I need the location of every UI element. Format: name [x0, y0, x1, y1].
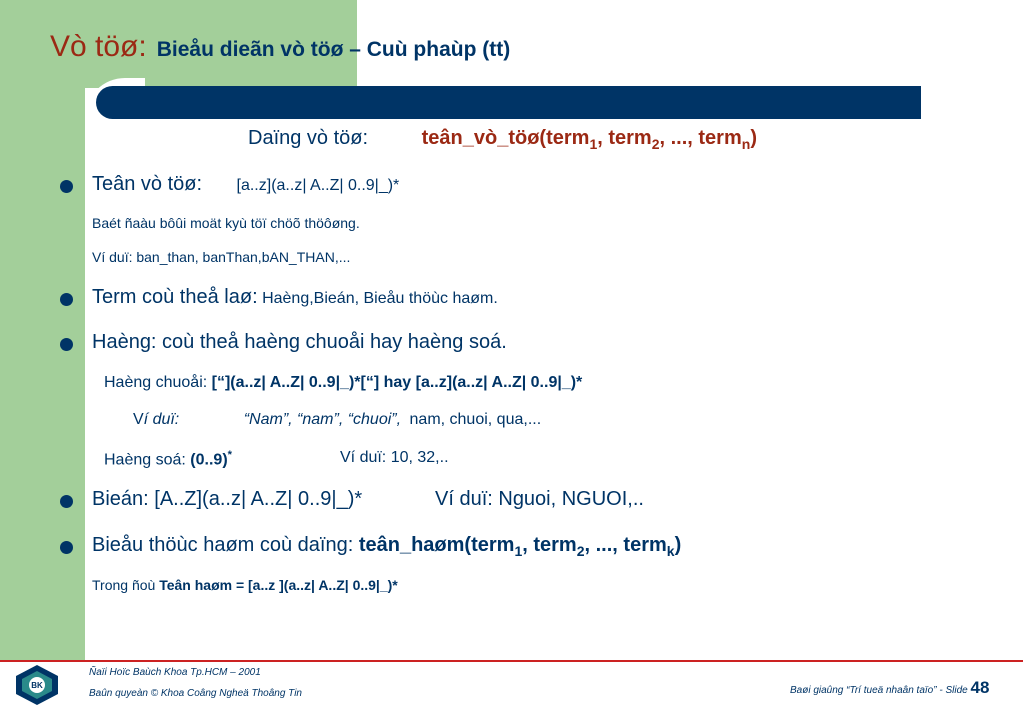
bullet-dot — [60, 338, 73, 351]
const-label: Haèng: coù theå haèng chuoåi hay haèng soá. — [92, 331, 507, 353]
navy-title-bar — [96, 86, 921, 119]
string-example-plain: nam, chuoi, qua,... — [409, 411, 542, 428]
func-formula: teân_haøm(term$_1$, term$_2$, ..., term$_k$) — [358, 534, 682, 559]
number-const-pattern: (0..9) — [190, 451, 228, 469]
func-note: Trong ñoù Teân haøm = [a..z ](a..z| A..Z| 0..9|_)* — [92, 577, 398, 593]
title-main: Vò töø: — [50, 30, 147, 63]
name-example: Ví duï: ban_than, banThan,bAN_THAN,... — [92, 249, 351, 265]
footer-right — [790, 678, 989, 698]
term-label: Term coù theå laø: — [92, 286, 258, 308]
title-subtitle: Bieåu dieãn vò töø – Cuù phaùp (tt) — [156, 38, 511, 61]
lecture-title: Baøi giaûng “Trí tueä nhaân taïo” - Slide — [790, 685, 968, 696]
slide-title — [50, 30, 510, 70]
number-const-label: Haèng soá: — [104, 451, 186, 469]
string-const-label: Haèng chuoåi: — [104, 374, 208, 391]
number-const-item: Haèng soá: (0..9)* — [104, 449, 232, 469]
bullet-dot — [60, 541, 73, 554]
name-pattern: [a..z](a..z| A..Z| 0..9|_)* — [236, 177, 400, 194]
footer-line1: Ñaïi Hoïc Baùch Khoa Tp.HCM – 2001 — [89, 667, 261, 678]
term-values: Haèng,Bieán, Bieåu thöùc haøm. — [262, 290, 498, 307]
term-item — [92, 286, 498, 309]
name-label: Teân vò töø: — [92, 173, 203, 195]
string-const-pattern: [“](a..z| A..Z| 0..9|_)*[“] hay [a..z](a..z| A..Z| 0..9|_)* — [211, 374, 583, 391]
name-item — [92, 173, 399, 196]
syntax-label: Daïng vò töø: — [248, 127, 369, 149]
green-side-strip — [0, 88, 85, 660]
syntax-formula: teân_vò_töø(term$_1$, term$_2$, ..., term$_n$) — [421, 127, 757, 152]
number-example: Ví duï: 10, 32,.. — [340, 449, 449, 466]
footer-line2: Baûn quyeàn © Khoa Coâng Ngheä Thoâng Tin — [89, 688, 302, 699]
logo-text: BK — [31, 681, 43, 690]
func-item — [92, 534, 681, 559]
name-note: Baét ñaàu bôûi moät kyù töï chöõ thöôøng. — [92, 215, 360, 231]
var-label: Bieán: [A..Z](a..z| A..Z| 0..9|_)* — [92, 488, 363, 510]
university-logo — [14, 664, 60, 706]
string-example-quoted: “Nam”, “nam”, “chuoi”, — [243, 411, 402, 428]
slide-number: 48 — [970, 678, 990, 697]
bullet-dot — [60, 495, 73, 508]
syntax-line — [248, 127, 757, 152]
bullet-dot — [60, 180, 73, 193]
footer-divider — [0, 660, 1023, 662]
bullet-dot — [60, 293, 73, 306]
string-example: Ví duï: “Nam”, “nam”, “chuoi”, nam, chuoi, qua,... — [133, 411, 542, 428]
func-label: Bieåu thöùc haøm coù daïng: — [92, 534, 354, 556]
string-const-item — [104, 374, 582, 392]
var-example: Ví duï: Nguoi, NGUOI,.. — [435, 488, 644, 510]
